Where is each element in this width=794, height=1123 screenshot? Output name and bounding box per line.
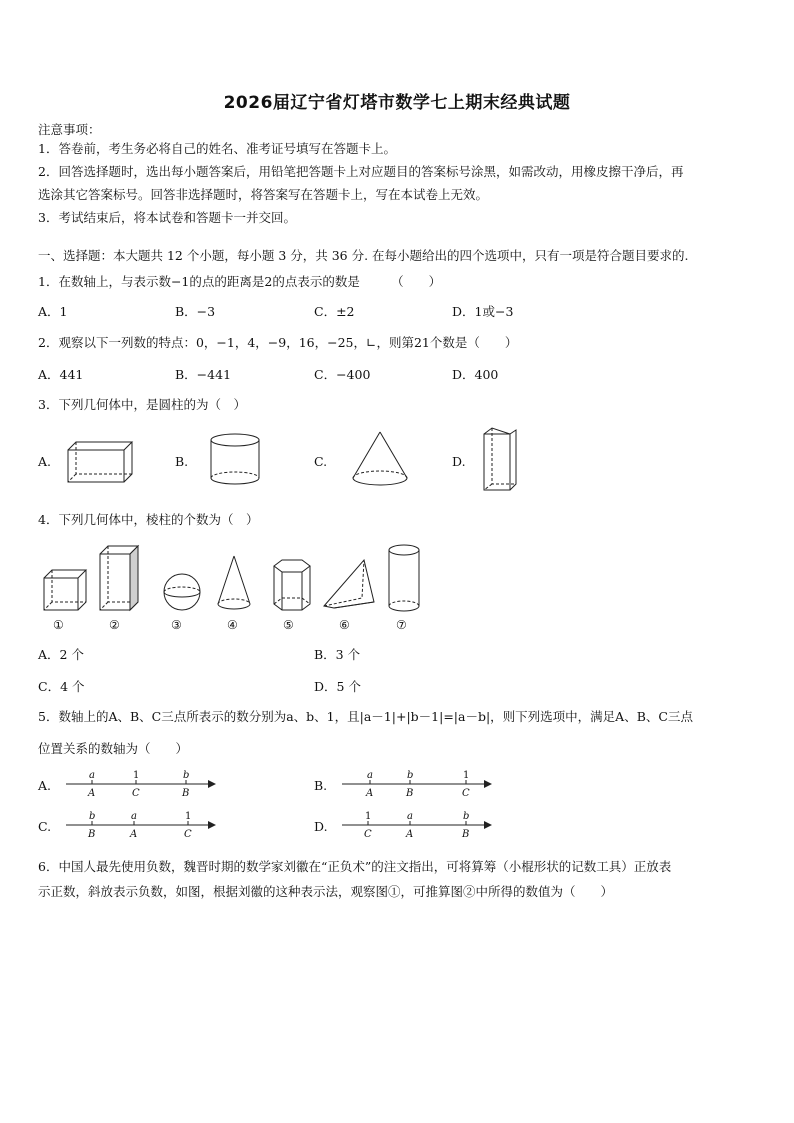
- q4-label-7: ⑦: [396, 618, 407, 632]
- section-heading: 一、选择题：本大题共 12 个小题，每小题 3 分，共 36 分. 在每小题给出的四个选项中，只有一项是符合题目要求的.: [38, 248, 689, 263]
- cylinder-solid: [389, 545, 419, 611]
- lying-triangular-prism-solid: [324, 560, 374, 608]
- sphere-solid: [164, 574, 200, 610]
- q5c-bottom-2: A: [130, 829, 138, 840]
- tall-prism-solid: [100, 546, 138, 610]
- q5-number-line-d: [342, 809, 492, 839]
- q5a-bottom-3: B: [182, 788, 190, 799]
- q1-option-c[interactable]: C．±2: [314, 304, 355, 319]
- q4-label-1: ①: [53, 618, 64, 632]
- q2-stem: 2．观察以下一列数的特点：0，−1，4，−9，16，−25，∟，则第21个数是（ ）: [38, 335, 518, 350]
- q2-option-a[interactable]: A．441: [38, 367, 84, 382]
- q1-option-a[interactable]: A．1: [38, 304, 68, 319]
- q5a-top-3: b: [183, 770, 190, 781]
- q5b-top-1: a: [367, 770, 373, 781]
- q1-option-b[interactable]: B．−3: [175, 304, 216, 319]
- q3-option-d[interactable]: D.: [452, 454, 466, 469]
- q5b-bottom-3: C: [462, 788, 470, 799]
- q4-label-5: ⑤: [283, 618, 294, 632]
- q5c-bottom-1: B: [88, 829, 96, 840]
- cone-figure: [345, 430, 420, 492]
- q5d-bottom-2: A: [406, 829, 414, 840]
- q4-label-3: ③: [171, 618, 182, 632]
- notice-item-3: 3．考试结束后，将本试卷和答题卡一并交回。: [38, 210, 296, 225]
- triangular-prism-figure: [478, 426, 523, 496]
- rectangular-prism-figure: [60, 438, 140, 488]
- q4-option-d[interactable]: D．5 个: [314, 679, 361, 694]
- q5c-top-3: 1: [185, 811, 192, 822]
- q1-option-d[interactable]: D．1或−3: [452, 304, 514, 319]
- q5-number-line-c: [66, 809, 216, 839]
- page-title: 2026届辽宁省灯塔市数学七上期末经典试题: [223, 93, 571, 113]
- q5-option-a[interactable]: A.: [38, 778, 52, 793]
- q5-option-c[interactable]: C.: [38, 819, 52, 834]
- q5d-bottom-3: B: [462, 829, 470, 840]
- q3-option-c[interactable]: C.: [314, 454, 328, 469]
- q5c-top-2: a: [131, 811, 137, 822]
- notice-item-1: 1．答卷前，考生务必将自己的姓名、准考证号填写在答题卡上。: [38, 141, 396, 156]
- q5c-bottom-3: C: [184, 829, 192, 840]
- q2-option-b[interactable]: B．−441: [175, 367, 232, 382]
- hexagonal-prism-solid: [274, 560, 310, 610]
- q5d-top-2: a: [407, 811, 413, 822]
- q5-option-d[interactable]: D.: [314, 819, 328, 834]
- q5-option-b[interactable]: B.: [314, 778, 328, 793]
- notice-item-2-cont: 选涂其它答案标号。回答非选择题时，将答案写在答题卡上，写在本试卷上无效。: [38, 187, 489, 202]
- notice-item-2: 2．回答选择题时，选出每小题答案后，用铅笔把答题卡上对应题目的答案标号涂黑，如需改动，用橡皮擦干净后，再: [38, 164, 684, 179]
- q4-label-4: ④: [227, 618, 238, 632]
- q5d-top-3: b: [463, 811, 470, 822]
- q5a-top-2: 1: [133, 770, 140, 781]
- q5a-top-1: a: [89, 770, 95, 781]
- q3-stem: 3．下列几何体中，是圆柱的为（ ）: [38, 397, 246, 412]
- q3-option-b[interactable]: B.: [175, 454, 189, 469]
- q2-option-c[interactable]: C．−400: [314, 367, 371, 382]
- q4-option-c[interactable]: C．4 个: [38, 679, 85, 694]
- q4-label-2: ②: [109, 618, 120, 632]
- q5b-top-2: b: [407, 770, 414, 781]
- cylinder-figure: [205, 432, 275, 490]
- q5a-bottom-1: A: [88, 788, 96, 799]
- q2-option-d[interactable]: D．400: [452, 367, 499, 382]
- q5-number-line-b: [342, 768, 492, 798]
- q5-number-line-a: [66, 768, 216, 798]
- q5a-bottom-2: C: [132, 788, 140, 799]
- q5b-top-3: 1: [463, 770, 470, 781]
- q5b-bottom-2: B: [406, 788, 414, 799]
- notice-heading: 注意事项：: [38, 122, 101, 137]
- q4-stem: 4．下列几何体中，棱柱的个数为（ ）: [38, 512, 259, 527]
- q5c-top-1: b: [89, 811, 96, 822]
- q5d-bottom-1: C: [364, 829, 372, 840]
- cone-solid: [218, 556, 250, 609]
- q1-stem: 1．在数轴上，与表示数−1的点的距离是2的点表示的数是 （ ）: [38, 274, 442, 289]
- q5b-bottom-1: A: [366, 788, 374, 799]
- q5-stem-line1: 5．数轴上的A、B、C三点所表示的数分别为a、b、1，且|a－1|+|b－1|=|a－b|，则下列选项中，满足A、B、C三点: [38, 709, 693, 724]
- q4-label-6: ⑥: [339, 618, 350, 632]
- q6-stem-line2: 示正数，斜放表示负数，如图，根据刘徽的这种表示法，观察图①，可推算图②中所得的数值为（ ）: [38, 884, 614, 899]
- q6-stem-line1: 6．中国人最先使用负数，魏晋时期的数学家刘徽在“正负术”的注文指出，可将算筹（小棍形状的记数工具）正放表: [38, 859, 672, 874]
- q4-solids-figure: [40, 540, 440, 620]
- cube-solid: [44, 570, 86, 610]
- q5d-top-1: 1: [365, 811, 372, 822]
- q5-stem-line2: 位置关系的数轴为（ ）: [38, 741, 189, 756]
- q3-option-a[interactable]: A.: [38, 454, 52, 469]
- q4-option-b[interactable]: B．3 个: [314, 647, 361, 662]
- q4-option-a[interactable]: A．2 个: [38, 647, 84, 662]
